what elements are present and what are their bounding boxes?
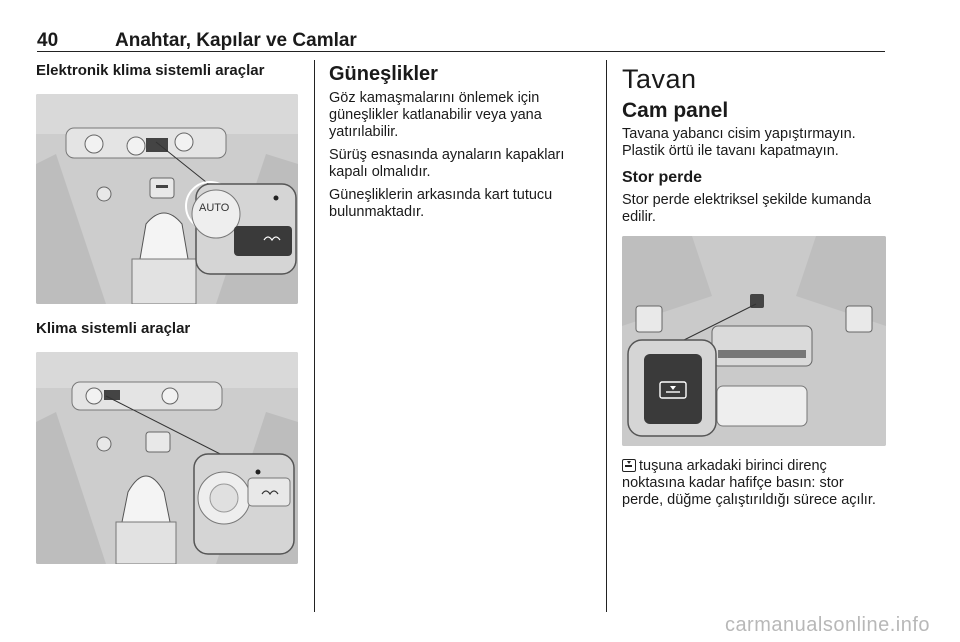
heading-sunblind: Stor perde — [622, 169, 703, 186]
column-divider-2 — [606, 60, 607, 612]
subhead-climate: Klima sistemli araçlar — [36, 320, 191, 337]
figure-electronic-climate-console — [36, 94, 298, 304]
auto-label: AUTO — [199, 202, 230, 214]
header-divider — [37, 51, 885, 52]
paragraph-sunblind-instruction — [622, 458, 886, 509]
watermark: carmanualsonline.info — [724, 614, 930, 636]
instruction-text: tuşuna arkadaki birinci direnç noktasına kadar hafifçe basın: stor perde, düğme çalıştırıldığı sürece açılır. — [622, 458, 876, 508]
paragraph-sunvisors-2: Sürüş esnasında aynaların kapakları kapalı olmalıdır. — [329, 147, 565, 180]
column-3 — [622, 62, 886, 515]
column-1 — [36, 62, 298, 564]
chapter-title: Anahtar, Kapılar ve Camlar — [115, 30, 357, 51]
heading-sunvisors: Güneşlikler — [329, 63, 438, 85]
figure-roof-console — [622, 236, 886, 446]
page-number: 40 — [37, 30, 59, 51]
paragraph-sunblind: Stor perde elektriksel şekilde kumanda edilir. — [622, 192, 872, 225]
column-divider-1 — [314, 60, 315, 612]
paragraph-glass-panel: Tavana yabancı cisim yapıştırmayın. Plastik örtü ile tavanı kapatmayın. — [622, 126, 856, 159]
paragraph-sunvisors-1: Göz kamaşmalarını önlemek için güneşlikler katlanabilir veya yana yatırılabilir. — [329, 90, 542, 140]
figure-climate-console — [36, 352, 298, 564]
heading-glass-panel: Cam panel — [622, 99, 729, 122]
subhead-electronic-climate: Elektronik klima sistemli araçlar — [36, 62, 265, 79]
paragraph-sunvisors-3: Güneşliklerin arkasında kart tutucu bulunmaktadır. — [329, 187, 553, 220]
column-2 — [329, 62, 591, 227]
heading-roof: Tavan — [622, 64, 697, 94]
sunblind-open-button-icon — [622, 459, 636, 472]
